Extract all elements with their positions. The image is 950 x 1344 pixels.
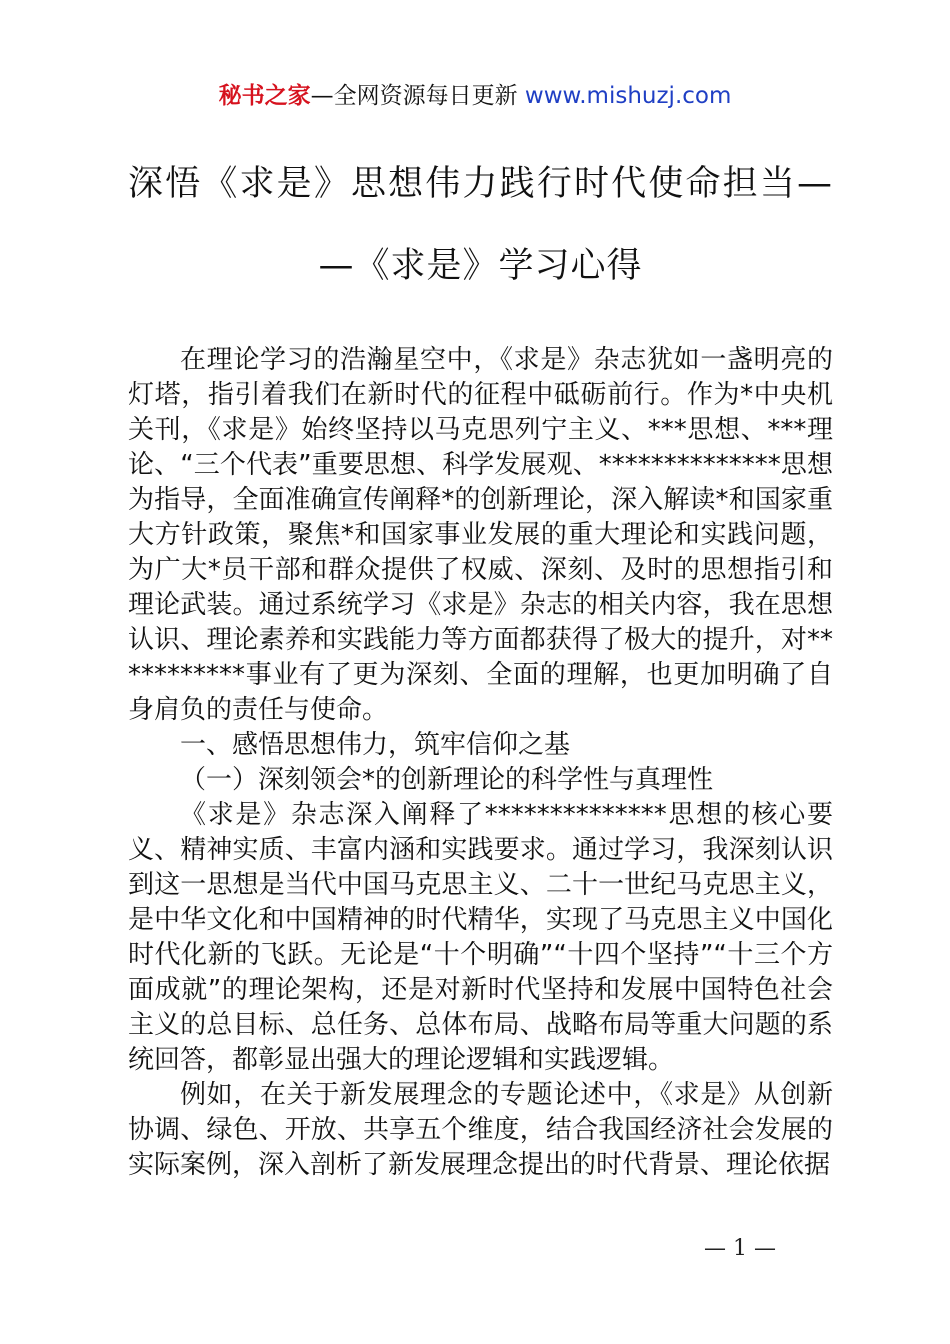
site-header — [0, 80, 950, 112]
title-line-2: —《求是》学习心得 — [318, 246, 643, 286]
subsection-heading-1: （一）深刻领会*的创新理论的科学性与真理性 — [180, 765, 714, 795]
document-body — [128, 343, 833, 1183]
paragraph-body-1: 《求是》杂志深入阐释了**************思想的核心要义、精神实质、丰富内涵和实践要求。通过学习，我深刻认识到这一思想是当代中国马克思主义、二十一世纪马克思主义，是中华文化和中国精神的时代精华，实现了马克思主义中国化时代化新的飞跃。无论是“十个明确”“十四个坚持”“十三个方面成就”的理论架构，还是对新时代坚持和发展中国特色社会主义的总目标、总任务、总体布局、战略布局等重大问题的系统回答，都彰显出强大的理论逻辑和实践逻辑。 — [128, 800, 833, 1075]
paragraph-intro: 在理论学习的浩瀚星空中，《求是》杂志犹如一盏明亮的灯塔，指引着我们在新时代的征程中砥砺前行。作为*中央机关刊，《求是》始终坚持以马克思列宁主义、***思想、***理论、“三个代表”重要思想、科学发展观、**************思想为指导，全面准确宣传阐释*的创新理论，深入解读*和国家重大方针政策，聚焦*和国家事业发展的重大理论和实践问题，为广大*员干部和群众提供了权威、深刻、及时的思想指引和理论武装。通过系统学习《求是》杂志的相关内容，我在思想认识、理论素养和实践能力等方面都获得了极大的提升，对***********事业有了更为深刻、全面的理解，也更加明确了自身肩负的责任与使命。 — [128, 345, 833, 725]
paragraph-body-2: 例如，在关于新发展理念的专题论述中，《求是》从创新协调、绿色、开放、共享五个维度，结合我国经济社会发展的实际案例，深入剖析了新发展理念提出的时代背景、理论依据 — [128, 1080, 833, 1180]
document-title — [128, 158, 833, 292]
section-heading-1: 一、感悟思想伟力，筑牢信仰之基 — [180, 730, 571, 760]
title-line-1: 深悟《求是》思想伟力践行时代使命担当— — [128, 164, 833, 204]
header-url: www.mishuzj.com — [524, 83, 732, 109]
header-tagline: —全网资源每日更新 — [310, 83, 525, 109]
brand-name: 秘书之家 — [218, 83, 311, 109]
page-number: — 1 — — [704, 1236, 776, 1261]
